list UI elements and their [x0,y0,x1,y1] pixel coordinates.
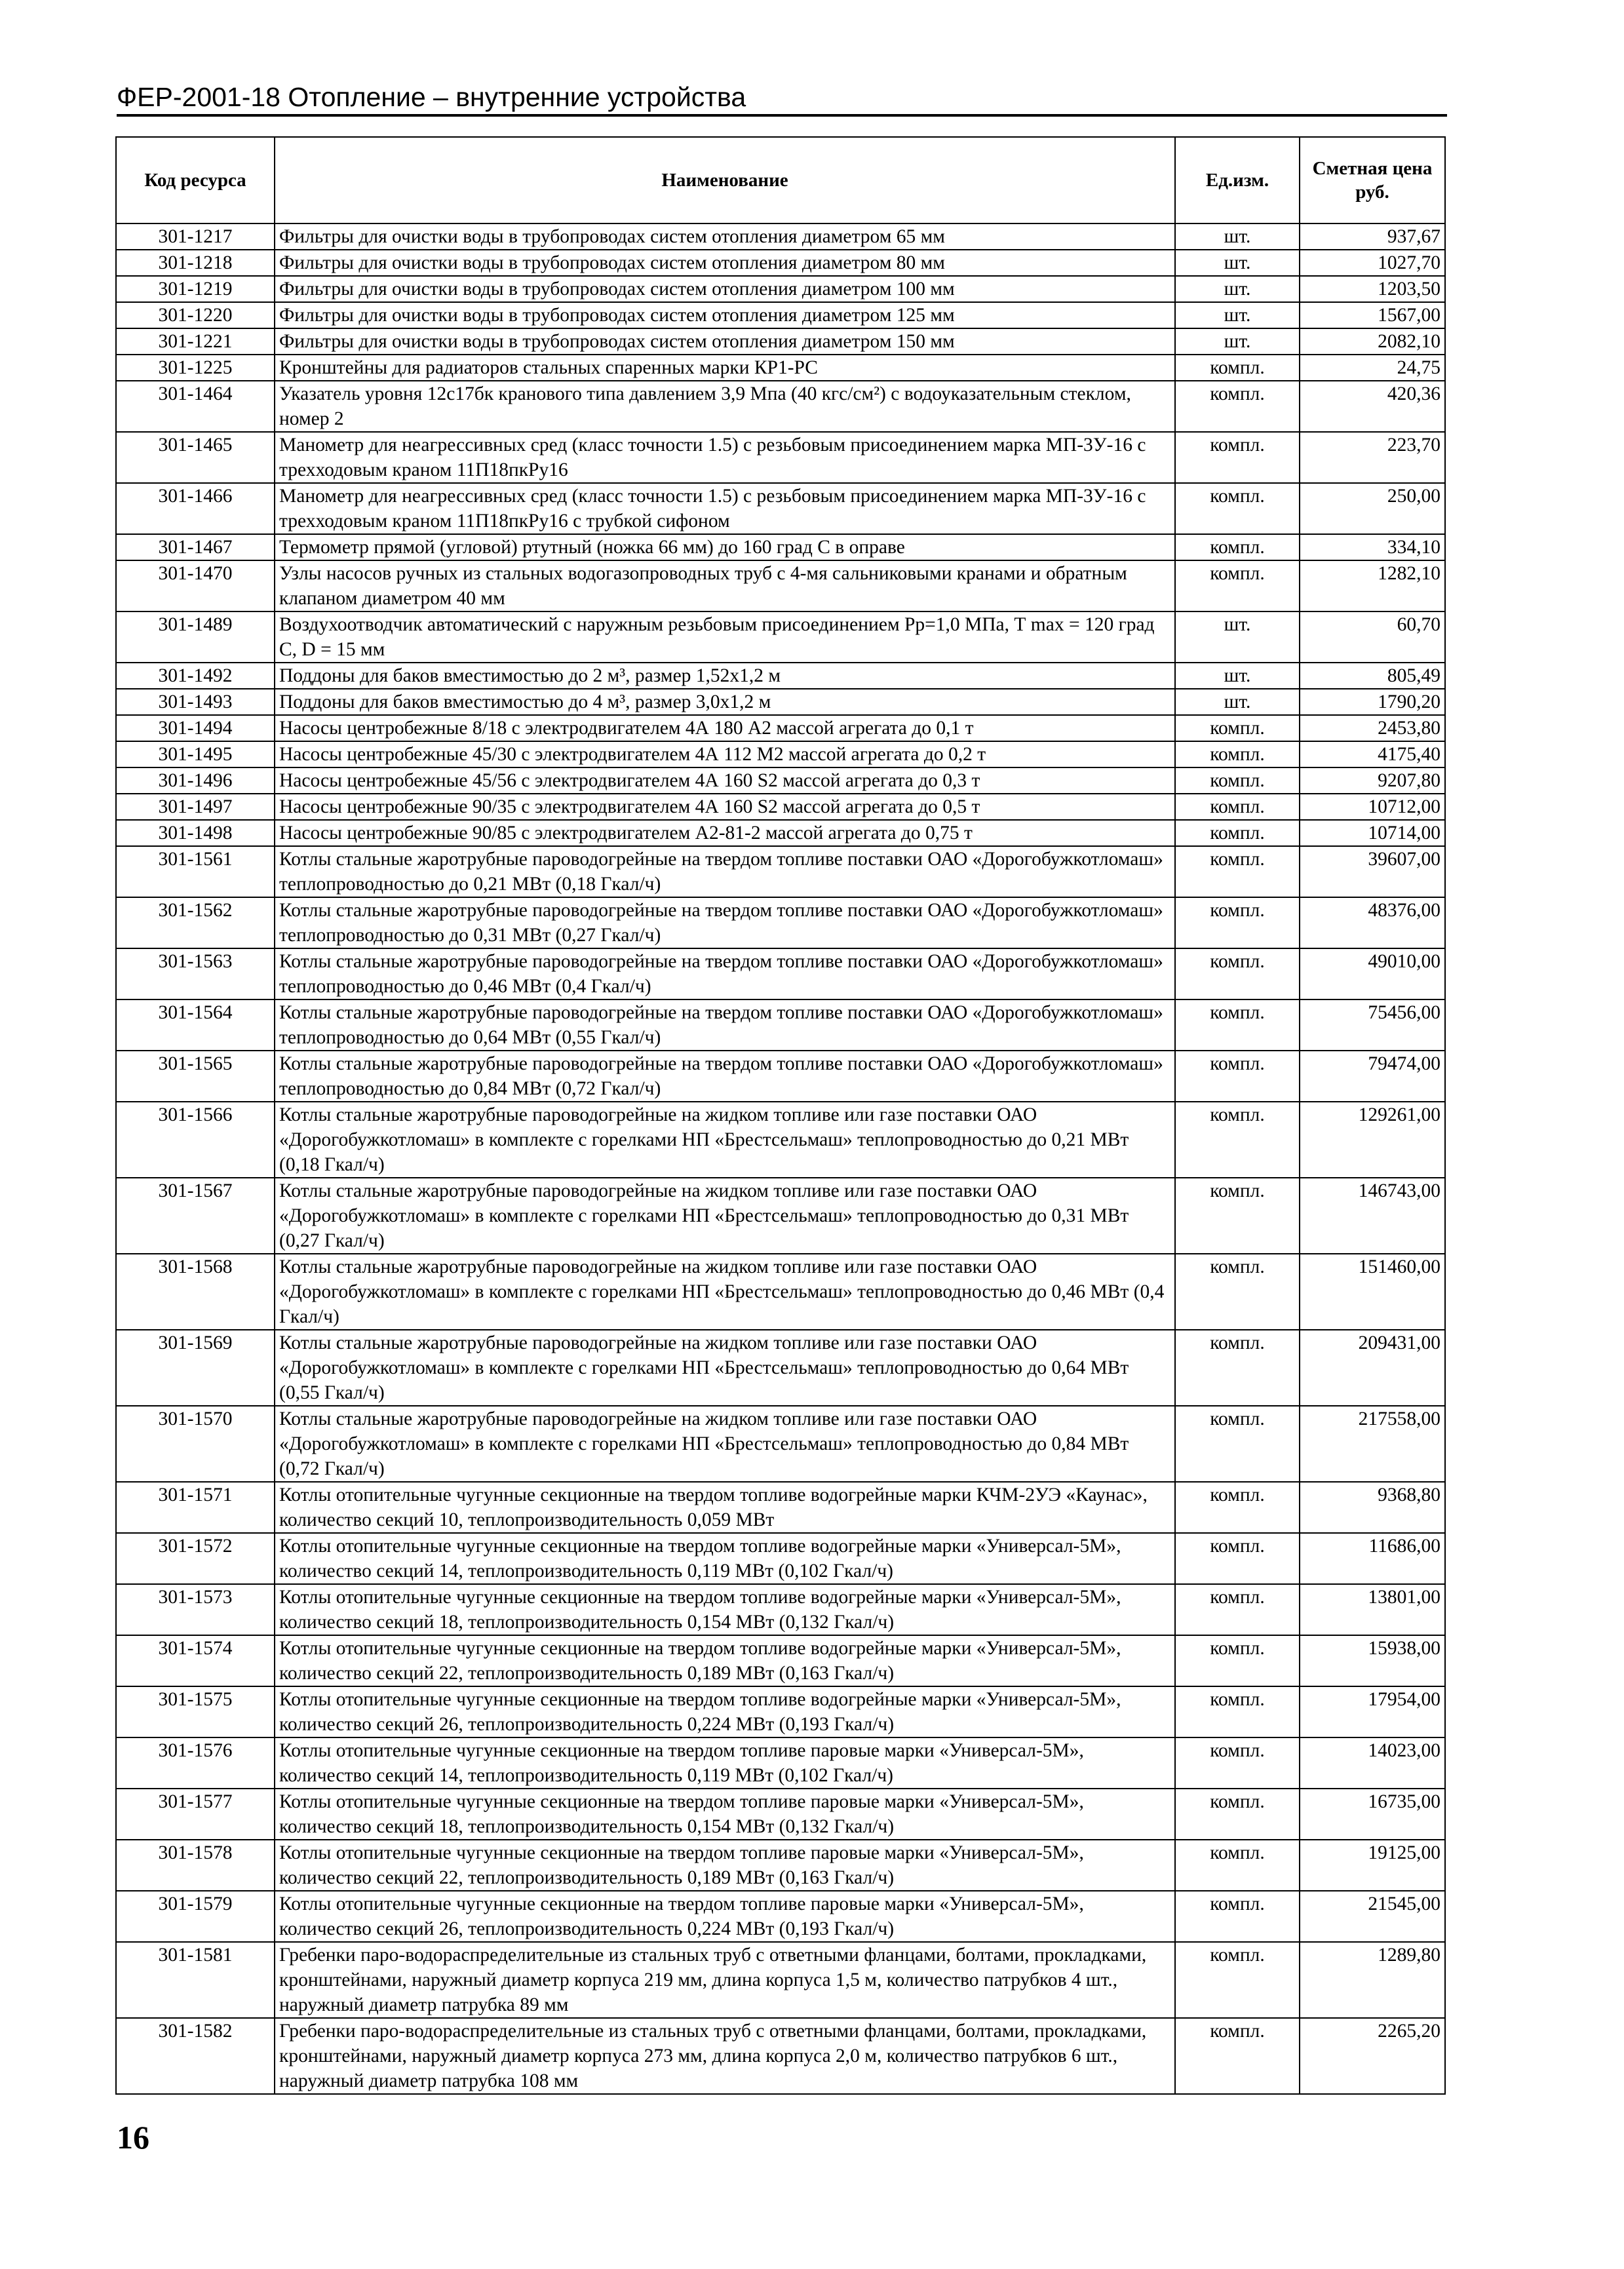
cell-price: 9207,80 [1300,767,1445,794]
cell-unit: компл. [1175,381,1300,432]
cell-unit: шт. [1175,689,1300,715]
table-row [116,1840,1445,1891]
cell-price: 24,75 [1300,355,1445,381]
table-row [116,328,1445,355]
cell-code: 301-1569 [116,1330,275,1406]
cell-code: 301-1573 [116,1584,275,1635]
cell-unit: компл. [1175,1102,1300,1178]
cell-price: 60,70 [1300,611,1445,663]
column-header-code: Код ресурса [116,137,275,223]
cell-unit: компл. [1175,948,1300,999]
cell-price: 14023,00 [1300,1737,1445,1789]
cell-name: Насосы центробежные 8/18 с электродвигателем 4А 180 А2 массой агрегата до 0,1 т [275,715,1175,741]
table-row [116,381,1445,432]
cell-name: Котлы стальные жаротрубные пароводогрейные на твердом топливе поставки ОАО «Дорогобужкотломаш» теплопроводностью до 0,84 МВт (0,72 Гкал/ч) [275,1051,1175,1102]
cell-name: Узлы насосов ручных из стальных водогазопроводных труб с 4-мя сальниковыми кранами и обратным клапаном диаметром 40 мм [275,560,1175,611]
cell-unit: шт. [1175,223,1300,250]
cell-code: 301-1220 [116,302,275,328]
table-row [116,1482,1445,1533]
table-row [116,250,1445,276]
cell-price: 11686,00 [1300,1533,1445,1584]
cell-code: 301-1564 [116,999,275,1051]
cell-code: 301-1498 [116,820,275,846]
cell-price: 217558,00 [1300,1406,1445,1482]
table-row [116,534,1445,560]
table-row [116,1584,1445,1635]
cell-unit: компл. [1175,1406,1300,1482]
cell-name: Котлы отопительные чугунные секционные на твердом топливе водогрейные марки «Универсал-5М», количество секций 26, теплопроизводительность 0,224 МВт (0,193 Гкал/ч) [275,1686,1175,1737]
cell-unit: компл. [1175,794,1300,820]
cell-name: Котлы отопительные чугунные секционные на твердом топливе паровые марки «Универсал-5М», количество секций 14, теплопроизводительность 0,119 МВт (0,102 Гкал/ч) [275,1737,1175,1789]
cell-price: 39607,00 [1300,846,1445,897]
table-row [116,689,1445,715]
cell-code: 301-1467 [116,534,275,560]
cell-unit: шт. [1175,328,1300,355]
cell-name: Насосы центробежные 90/35 с электродвигателем 4А 160 S2 массой агрегата до 0,5 т [275,794,1175,820]
cell-price: 937,67 [1300,223,1445,250]
cell-name: Фильтры для очистки воды в трубопроводах систем отопления диаметром 125 мм [275,302,1175,328]
cell-code: 301-1466 [116,483,275,534]
cell-code: 301-1582 [116,2018,275,2094]
cell-code: 301-1492 [116,663,275,689]
cell-unit: компл. [1175,432,1300,483]
cell-code: 301-1565 [116,1051,275,1102]
cell-code: 301-1578 [116,1840,275,1891]
cell-code: 301-1570 [116,1406,275,1482]
table-row [116,1942,1445,2018]
cell-name: Гребенки паро-водораспределительные из стальных труб с ответными фланцами, болтами, прокладками, кронштейнами, наружный диаметр корпуса 219 мм, длина корпуса 1,5 м, количество патрубков 4 шт., наружный диаметр патрубка 89 мм [275,1942,1175,2018]
cell-code: 301-1489 [116,611,275,663]
cell-code: 301-1561 [116,846,275,897]
cell-name: Фильтры для очистки воды в трубопроводах систем отопления диаметром 80 мм [275,250,1175,276]
cell-price: 10712,00 [1300,794,1445,820]
cell-code: 301-1575 [116,1686,275,1737]
column-header-unit: Ед.изм. [1175,137,1300,223]
table-row [116,663,1445,689]
cell-price: 1203,50 [1300,276,1445,302]
table-row [116,223,1445,250]
table-row [116,846,1445,897]
table-row [116,302,1445,328]
cell-code: 301-1577 [116,1789,275,1840]
cell-name: Термометр прямой (угловой) ртутный (ножка 66 мм) до 160 град С в оправе [275,534,1175,560]
cell-code: 301-1562 [116,897,275,948]
cell-unit: компл. [1175,2018,1300,2094]
page-number: 16 [117,2119,149,2156]
cell-name: Насосы центробежные 45/56 с электродвигателем 4А 160 S2 массой агрегата до 0,3 т [275,767,1175,794]
cell-code: 301-1563 [116,948,275,999]
table-row [116,276,1445,302]
cell-price: 420,36 [1300,381,1445,432]
table-row [116,483,1445,534]
cell-unit: компл. [1175,560,1300,611]
cell-name: Котлы стальные жаротрубные пароводогрейные на жидком топливе или газе поставки ОАО «Дорогобужкотломаш» в комплекте с горелками НП «Брестсельмаш» теплопроводностью до 0,21 МВт (0,18 Гкал/ч) [275,1102,1175,1178]
cell-price: 9368,80 [1300,1482,1445,1533]
page-header [117,73,1447,117]
cell-price: 2082,10 [1300,328,1445,355]
cell-unit: компл. [1175,741,1300,767]
cell-unit: шт. [1175,276,1300,302]
table-row [116,999,1445,1051]
column-header-name: Наименование [275,137,1175,223]
cell-price: 129261,00 [1300,1102,1445,1178]
column-header-price: Сметная цена руб. [1300,137,1445,223]
cell-name: Котлы отопительные чугунные секционные на твердом топливе водогрейные марки «Универсал-5М», количество секций 14, теплопроизводительность 0,119 МВт (0,102 Гкал/ч) [275,1533,1175,1584]
cell-unit: шт. [1175,611,1300,663]
cell-name: Поддоны для баков вместимостью до 4 м³, размер 3,0х1,2 м [275,689,1175,715]
cell-name: Котлы отопительные чугунные секционные на твердом топливе паровые марки «Универсал-5М», количество секций 26, теплопроизводительность 0,224 МВт (0,193 Гкал/ч) [275,1891,1175,1942]
cell-price: 21545,00 [1300,1891,1445,1942]
table-row [116,1051,1445,1102]
cell-unit: компл. [1175,999,1300,1051]
cell-price: 1282,10 [1300,560,1445,611]
table-row [116,1178,1445,1254]
table-row [116,1737,1445,1789]
cell-code: 301-1494 [116,715,275,741]
table-row [116,1254,1445,1330]
table-row [116,1789,1445,1840]
cell-code: 301-1219 [116,276,275,302]
cell-unit: компл. [1175,1737,1300,1789]
cell-unit: компл. [1175,1584,1300,1635]
cell-price: 10714,00 [1300,820,1445,846]
cell-code: 301-1574 [116,1635,275,1686]
cell-name: Фильтры для очистки воды в трубопроводах систем отопления диаметром 150 мм [275,328,1175,355]
table-header-row [116,137,1445,223]
cell-price: 1289,80 [1300,1942,1445,2018]
cell-price: 1790,20 [1300,689,1445,715]
cell-price: 49010,00 [1300,948,1445,999]
table-row [116,1686,1445,1737]
cell-unit: компл. [1175,1635,1300,1686]
table-row [116,355,1445,381]
cell-code: 301-1572 [116,1533,275,1584]
cell-name: Котлы стальные жаротрубные пароводогрейные на твердом топливе поставки ОАО «Дорогобужкотломаш» теплопроводностью до 0,21 МВт (0,18 Гкал/ч) [275,846,1175,897]
table-row [116,1891,1445,1942]
cell-price: 1567,00 [1300,302,1445,328]
table-row [116,948,1445,999]
cell-unit: компл. [1175,1051,1300,1102]
cell-code: 301-1465 [116,432,275,483]
cell-price: 16735,00 [1300,1789,1445,1840]
table-row [116,1533,1445,1584]
cell-code: 301-1571 [116,1482,275,1533]
cell-price: 223,70 [1300,432,1445,483]
cell-name: Указатель уровня 12с17бк кранового типа давлением 3,9 Мпа (40 кгс/см²) с водоуказательным стеклом, номер 2 [275,381,1175,432]
cell-price: 75456,00 [1300,999,1445,1051]
cell-unit: компл. [1175,1178,1300,1254]
cell-name: Котлы отопительные чугунные секционные на твердом топливе водогрейные марки КЧМ-2УЭ «Каунас», количество секций 10, теплопроизводительность 0,059 МВт [275,1482,1175,1533]
cell-price: 1027,70 [1300,250,1445,276]
table-row [116,1330,1445,1406]
table-row [116,1102,1445,1178]
cell-unit: компл. [1175,483,1300,534]
cell-unit: компл. [1175,846,1300,897]
cell-unit: компл. [1175,1686,1300,1737]
cell-unit: компл. [1175,1482,1300,1533]
table-row [116,715,1445,741]
cell-unit: компл. [1175,1254,1300,1330]
cell-code: 301-1217 [116,223,275,250]
cell-name: Манометр для неагрессивных сред (класс точности 1.5) с резьбовым присоединением марка МП-3У-16 с трехходовым краном 11П18пкРу16 с трубкой сифоном [275,483,1175,534]
cell-code: 301-1576 [116,1737,275,1789]
cell-name: Котлы стальные жаротрубные пароводогрейные на твердом топливе поставки ОАО «Дорогобужкотломаш» теплопроводностью до 0,46 МВт (0,4 Гкал/ч) [275,948,1175,999]
cell-price: 334,10 [1300,534,1445,560]
price-table [115,136,1446,2095]
cell-code: 301-1581 [116,1942,275,2018]
cell-unit: компл. [1175,1789,1300,1840]
cell-price: 19125,00 [1300,1840,1445,1891]
cell-code: 301-1496 [116,767,275,794]
cell-code: 301-1568 [116,1254,275,1330]
cell-unit: компл. [1175,820,1300,846]
table-row [116,767,1445,794]
cell-unit: компл. [1175,1891,1300,1942]
cell-price: 146743,00 [1300,1178,1445,1254]
cell-unit: шт. [1175,663,1300,689]
table-row [116,560,1445,611]
cell-code: 301-1497 [116,794,275,820]
cell-code: 301-1221 [116,328,275,355]
table-row [116,1635,1445,1686]
cell-name: Котлы отопительные чугунные секционные на твердом топливе водогрейные марки «Универсал-5М», количество секций 22, теплопроизводительность 0,189 МВт (0,163 Гкал/ч) [275,1635,1175,1686]
table-row [116,794,1445,820]
cell-price: 79474,00 [1300,1051,1445,1102]
cell-code: 301-1225 [116,355,275,381]
cell-price: 151460,00 [1300,1254,1445,1330]
cell-unit: компл. [1175,355,1300,381]
cell-price: 15938,00 [1300,1635,1445,1686]
cell-unit: компл. [1175,1840,1300,1891]
cell-name: Котлы стальные жаротрубные пароводогрейные на жидком топливе или газе поставки ОАО «Дорогобужкотломаш» в комплекте с горелками НП «Брестсельмаш» теплопроводностью до 0,84 МВт (0,72 Гкал/ч) [275,1406,1175,1482]
cell-price: 209431,00 [1300,1330,1445,1406]
cell-name: Насосы центробежные 45/30 с электродвигателем 4А 112 М2 массой агрегата до 0,2 т [275,741,1175,767]
table-row [116,432,1445,483]
cell-name: Поддоны для баков вместимостью до 2 м³, размер 1,52х1,2 м [275,663,1175,689]
cell-code: 301-1218 [116,250,275,276]
cell-code: 301-1566 [116,1102,275,1178]
table-body [116,223,1445,2094]
cell-price: 4175,40 [1300,741,1445,767]
cell-unit: компл. [1175,1533,1300,1584]
cell-price: 13801,00 [1300,1584,1445,1635]
cell-price: 2453,80 [1300,715,1445,741]
cell-unit: шт. [1175,250,1300,276]
cell-name: Котлы стальные жаротрубные пароводогрейные на жидком топливе или газе поставки ОАО «Дорогобужкотломаш» в комплекте с горелками НП «Брестсельмаш» теплопроводностью до 0,31 МВт (0,27 Гкал/ч) [275,1178,1175,1254]
table-row [116,741,1445,767]
cell-name: Фильтры для очистки воды в трубопроводах систем отопления диаметром 100 мм [275,276,1175,302]
cell-code: 301-1495 [116,741,275,767]
cell-name: Фильтры для очистки воды в трубопроводах систем отопления диаметром 65 мм [275,223,1175,250]
cell-name: Манометр для неагрессивных сред (класс точности 1.5) с резьбовым присоединением марка МП-3У-16 с трехходовым краном 11П18пкРу16 [275,432,1175,483]
cell-unit: компл. [1175,767,1300,794]
table-row [116,611,1445,663]
cell-code: 301-1567 [116,1178,275,1254]
cell-code: 301-1493 [116,689,275,715]
cell-name: Котлы стальные жаротрубные пароводогрейные на жидком топливе или газе поставки ОАО «Дорогобужкотломаш» в комплекте с горелками НП «Брестсельмаш» теплопроводностью до 0,64 МВт (0,55 Гкал/ч) [275,1330,1175,1406]
cell-price: 17954,00 [1300,1686,1445,1737]
cell-price: 2265,20 [1300,2018,1445,2094]
cell-unit: компл. [1175,1942,1300,2018]
cell-code: 301-1579 [116,1891,275,1942]
cell-unit: компл. [1175,715,1300,741]
cell-unit: шт. [1175,302,1300,328]
cell-unit: компл. [1175,1330,1300,1406]
cell-code: 301-1470 [116,560,275,611]
cell-name: Котлы отопительные чугунные секционные на твердом топливе паровые марки «Универсал-5М», количество секций 18, теплопроизводительность 0,154 МВт (0,132 Гкал/ч) [275,1789,1175,1840]
cell-price: 250,00 [1300,483,1445,534]
table-row [116,820,1445,846]
cell-price: 805,49 [1300,663,1445,689]
cell-name: Гребенки паро-водораспределительные из стальных труб с ответными фланцами, болтами, прокладками, кронштейнами, наружный диаметр корпуса 273 мм, длина корпуса 2,0 м, количество патрубков 6 шт., наружный диаметр патрубка 108 мм [275,2018,1175,2094]
cell-name: Котлы стальные жаротрубные пароводогрейные на твердом топливе поставки ОАО «Дорогобужкотломаш» теплопроводностью до 0,31 МВт (0,27 Гкал/ч) [275,897,1175,948]
table-row [116,897,1445,948]
cell-name: Котлы стальные жаротрубные пароводогрейные на твердом топливе поставки ОАО «Дорогобужкотломаш» теплопроводностью до 0,64 МВт (0,55 Гкал/ч) [275,999,1175,1051]
cell-name: Котлы стальные жаротрубные пароводогрейные на жидком топливе или газе поставки ОАО «Дорогобужкотломаш» в комплекте с горелками НП «Брестсельмаш» теплопроводностью до 0,46 МВт (0,4 Гкал/ч) [275,1254,1175,1330]
page-title: ФЕР-2001-18 Отопление – внутренние устройства [117,82,746,112]
cell-code: 301-1464 [116,381,275,432]
cell-name: Насосы центробежные 90/85 с электродвигателем А2-81-2 массой агрегата до 0,75 т [275,820,1175,846]
cell-name: Кронштейны для радиаторов стальных спаренных марки КР1-РС [275,355,1175,381]
table-row [116,1406,1445,1482]
cell-unit: компл. [1175,897,1300,948]
table-row [116,2018,1445,2094]
cell-unit: компл. [1175,534,1300,560]
cell-name: Котлы отопительные чугунные секционные на твердом топливе водогрейные марки «Универсал-5М», количество секций 18, теплопроизводительность 0,154 МВт (0,132 Гкал/ч) [275,1584,1175,1635]
cell-price: 48376,00 [1300,897,1445,948]
cell-name: Котлы отопительные чугунные секционные на твердом топливе паровые марки «Универсал-5М», количество секций 22, теплопроизводительность 0,189 МВт (0,163 Гкал/ч) [275,1840,1175,1891]
cell-name: Воздухоотводчик автоматический с наружным резьбовым присоединением Рр=1,0 МПа, Т max = 120 град С, D = 15 мм [275,611,1175,663]
